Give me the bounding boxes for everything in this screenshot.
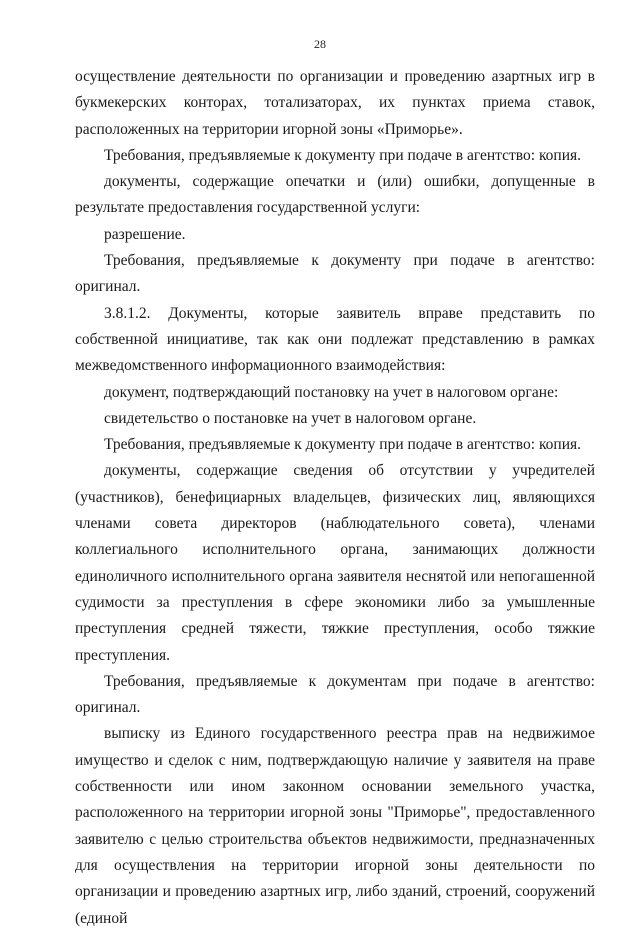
- paragraph-requirement-original: Требования, предъявляемые к документу при подаче в агентство: оригинал.: [75, 252, 595, 296]
- paragraph-tax-registration-document: документ, подтверждающий постановку на учет в налоговом органе:: [104, 383, 559, 401]
- paragraph-requirement-original-2: Требования, предъявляемые к документам при подаче в агентство: оригинал.: [75, 672, 595, 717]
- paragraph-documents-with-errors: документы, содержащие опечатки и (или) ошибки, допущенные в результате предоставления государственной услуги:: [75, 173, 595, 217]
- paragraph-requirement-copy-2: Требования, предъявляемые к документу при подаче в агентство: копия.: [104, 436, 582, 454]
- paragraph-permit: разрешение.: [104, 225, 186, 243]
- document-body: [75, 64, 595, 932]
- paragraph-tax-registration-certificate: свидетельство о постановке на учет в налоговом органе.: [104, 409, 477, 427]
- paragraph-continuation: осуществление деятельности по организации и проведению азартных игр в букмекерских конторах, тотализаторах, их пунктах приема ставок, расположенных на территории игорной зоны «Приморье».: [75, 68, 595, 138]
- page-number: 28: [314, 37, 326, 51]
- paragraph-no-criminal-record-documents: документы, содержащие сведения об отсутствии у учредителей (участников), бенефициарных владельцев, физических лиц, являющихся членами совета директоров (наблюдательного совета), членами коллегиального исполнительного органа, занимающих должности единоличного исполнительного органа заявителя неснятой или непогашенной судимости за преступления в сфере экономики либо за умышленные преступления средней тяжести, тяжкие преступления, особо тяжкие преступления.: [75, 462, 595, 664]
- paragraph-registry-extract: выписку из Единого государственного реестра прав на недвижимое имущество и сделок с ним, подтверждающую наличие у заявителя на праве собственности или ином законном основании земельного участка, расположенного на территории игорной зоны "Приморье", предоставленного заявителю с целью строительства объектов недвижимости, предназначенных для осуществления на территории игорной зоны деятельности по организации и проведению азартных игр, либо зданий, строений, сооружений (единой: [75, 725, 595, 927]
- paragraph-requirement-copy: Требования, предъявляемые к документу при подаче в агентство: копия.: [104, 146, 582, 164]
- paragraph-section-3-8-1-2: 3.8.1.2. Документы, которые заявитель вправе представить по собственной инициативе, так как они подлежат представлению в рамках межведомственного информационного взаимодействия:: [75, 304, 595, 375]
